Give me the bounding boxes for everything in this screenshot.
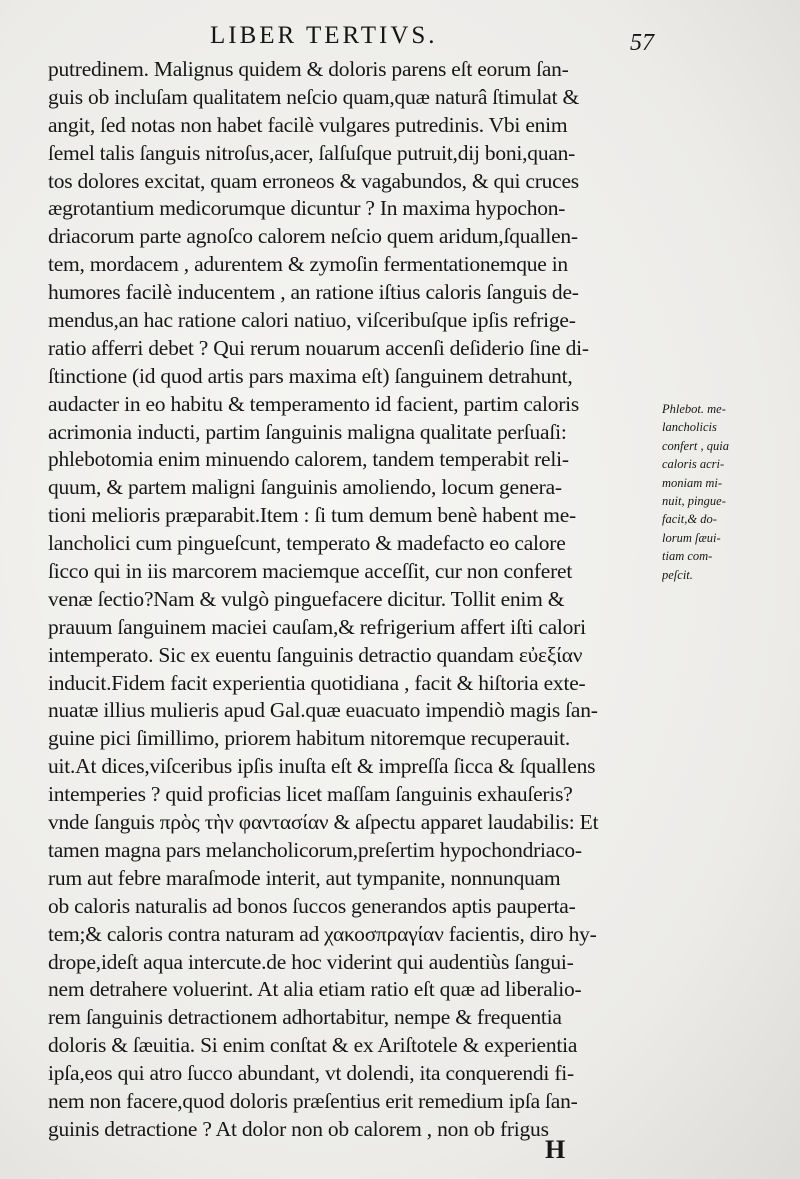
text-line: guis ob incluſam qualitatem neſcio quam,quæ naturâ ſtimulat &: [48, 84, 579, 109]
marginal-note-line: confert , quia: [662, 438, 730, 453]
text-line: guine pici ſimillimo, priorem habitum nitoremque recuperauit.: [48, 726, 570, 751]
page-number: 57: [630, 30, 654, 56]
text-line: intemperato. Sic ex euentu ſanguinis detractio quandam εὐεξίαν: [48, 642, 583, 667]
text-line: quum, & partem maligni ſanguinis amoliendo, locum genera-: [48, 475, 562, 500]
text-line: guinis detractione ? At dolor non ob calorem , non ob frigus: [48, 1116, 549, 1141]
text-line: nem non facere,quod doloris præſentius erit remedium ipſa ſan-: [48, 1088, 578, 1113]
body-text: [48, 56, 658, 1144]
text-line: nuatæ illius mulieris apud Gal.quæ euacuato impendiò magis ſan-: [48, 698, 598, 723]
marginal-note-line: lorum ſæui-: [662, 530, 721, 545]
text-line: audacter in eo habitu & temperamento id facient, partim caloris: [48, 391, 580, 416]
text-line: venæ ſectio?Nam & vulgò pinguefacere dicitur. Tollit enim &: [48, 586, 565, 611]
running-head: LIBER TERTIVS.: [210, 22, 438, 49]
text-line: tamen magna pars melancholicorum,preſertim hypochondriaco-: [48, 837, 582, 862]
marginal-note-line: Phlebot. me-: [662, 402, 726, 416]
signature-mark: H: [545, 1135, 566, 1164]
text-line: nem detrahere voluerint. At alia etiam ratio eſt quæ ad liberalio-: [48, 977, 582, 1002]
text-line: tem;& caloris contra naturam ad χακοσπραγίαν facientis, diro hy-: [48, 921, 597, 946]
text-line: ob caloris naturalis ad bonos ſuccos generandos aptis pauperta-: [48, 893, 576, 918]
marginal-note-line: moniam mi-: [662, 475, 723, 490]
marginal-note-line: facit,& do-: [662, 512, 717, 527]
text-line: mendus,an hac ratione calori natiuo, viſceribuſque ipſis refrige-: [48, 308, 576, 333]
text-line: putredinem. Malignus quidem & doloris parens eſt eorum ſan-: [48, 57, 569, 81]
text-line: intemperies ? quid proficias licet maſſam ſanguinis exhauſeris?: [48, 782, 573, 807]
text-line: prauum ſanguinem maciei cauſam,& refrigerium affert iſti calori: [48, 614, 586, 639]
text-line: lancholici cum pingueſcunt, temperato & madefacto eo calore: [48, 531, 566, 556]
text-line: vnde ſanguis πρὸς τὴν φαντασίαν & aſpectu apparet laudabilis: Et: [48, 810, 599, 835]
text-line: uit.At dices,viſceribus ipſis inuſta eſt & impreſſa ſicca & ſquallens: [48, 754, 596, 779]
text-line: doloris & ſæuitia. Si enim conſtat & ex Ariſtotele & experientia: [48, 1033, 578, 1058]
text-line: driacorum parte agnoſco calorem neſcio quem aridum,ſquallen-: [48, 224, 578, 249]
marginal-note-line: tiam com-: [662, 549, 713, 564]
text-line: tos dolores excitat, quam erroneos & vagabundos, & qui cruces: [48, 168, 579, 193]
text-line: tem, mordacem , adurentem & zymoſin fermentationemque in: [48, 252, 568, 277]
text-line: humores facilè inducentem , an ratione iſtius caloris ſanguis de-: [48, 280, 579, 305]
text-line: phlebotomia enim minuendo calorem, tandem temperabit reli-: [48, 447, 569, 472]
marginal-note-line: lancholicis: [662, 420, 717, 435]
text-line: ſtinctione (id quod artis pars maxima eſt) ſanguinem detrahunt,: [48, 363, 573, 388]
text-line: drope,ideſt aqua intercute.de hoc viderint qui audentiùs ſangui-: [48, 949, 574, 974]
marginal-note-line: caloris acri-: [662, 457, 725, 472]
text-line: ſemel talis ſanguis nitroſus,acer, ſalſuſque putruit,dij boni,quan-: [48, 140, 576, 165]
marginal-note-line: peſcit.: [662, 567, 693, 582]
text-line: ægrotantium medicorumque dicuntur ? In maxima hypochon-: [48, 196, 566, 221]
text-line: rum aut febre maraſmode interit, aut tympanite, nonnunquam: [48, 865, 561, 890]
text-line: tioni melioris præparabit.Item : ſi tum demum benè habent me-: [48, 503, 576, 528]
text-line: acrimonia inducti, partim ſanguinis maligna qualitate perſuaſi:: [48, 419, 567, 444]
text-line: ſicco qui in iis marcorem maciemque acceſſit, cur non conferet: [48, 559, 573, 584]
text-line: inducit.Fidem facit experientia quotidiana , facit & hiſtoria exte-: [48, 670, 586, 695]
text-line: ratio afferri debet ? Qui rerum nouarum accenſi deſiderio ſine di-: [48, 335, 589, 360]
text-line: rem ſanguinis detractionem adhortabitur, nempe & frequentia: [48, 1005, 562, 1030]
text-line: angit, ſed notas non habet facilè vulgares putredinis. Vbi enim: [48, 112, 568, 137]
marginal-note-line: nuit, pingue-: [662, 493, 726, 508]
marginal-note: [662, 400, 798, 584]
text-line: ipſa,eos qui atro ſucco abundant, vt dolendi, ita conquerendi fi-: [48, 1061, 574, 1086]
